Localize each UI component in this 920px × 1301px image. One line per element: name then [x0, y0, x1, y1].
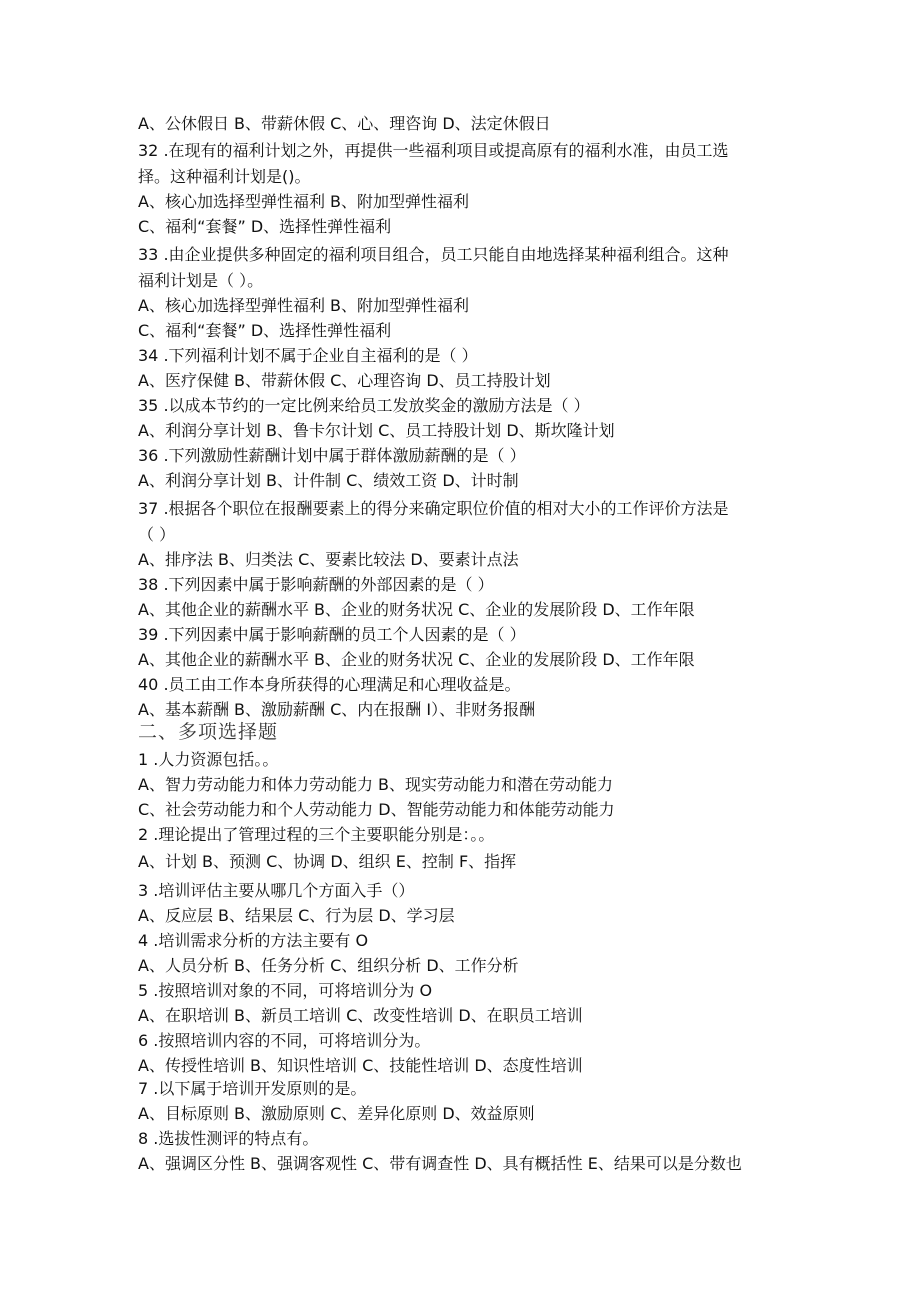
question-8: 8 .选拔性测评的特点有。 — [138, 1129, 319, 1148]
text-line: （ ） — [138, 525, 176, 544]
question-6: 6 .按照培训内容的不同，可将培训分为。 — [138, 1031, 431, 1050]
text-line: A、智力劳动能力和体力劳动能力 B、现实劳动能力和潜在劳动能力 — [138, 775, 614, 794]
question-37: 37 .根据各个职位在报酬要素上的得分来确定职位价值的相对大小的工作评价方法是 — [138, 499, 729, 518]
text-line: A、排序法 B、归类法 C、要素比较法 D、要素计点法 — [138, 550, 519, 569]
text-line: C、社会劳动能力和个人劳动能力 D、智能劳动能力和体能劳动能力 — [138, 800, 615, 819]
question-36: 36 .下列激励性薪酬计划中属于群体激励薪酬的是（ ） — [138, 446, 526, 465]
section-title: 二、多项选择题 — [138, 721, 279, 743]
question-40: 40 .员工由工作本身所获得的心理满足和心理收益是。 — [138, 675, 521, 694]
text-line: A、基本薪酬 B、激励薪酬 C、内在报酬 I）、非财务报酬 — [138, 700, 536, 719]
text-line: A、在职培训 B、新员工培训 C、改变性培训 D、在职员工培训 — [138, 1006, 583, 1025]
question-4: 4 .培训需求分析的方法主要有 O — [138, 931, 369, 950]
text-line: A、利润分享计划 B、计件制 C、绩效工资 D、计时制 — [138, 471, 519, 490]
text-line: C、福利“套餐” D、选择性弹性福利 — [138, 321, 392, 340]
text-line: A、医疗保健 B、带薪休假 C、心理咨询 D、员工持股计划 — [138, 371, 551, 390]
question-34: 34 .下列福利计划不属于企业自主福利的是（ ） — [138, 346, 478, 365]
text-line: A、利润分享计划 B、鲁卡尔计划 C、员工持股计划 D、斯坎隆计划 — [138, 421, 615, 440]
question-39: 39 .下列因素中属于影响薪酬的员工个人因素的是（ ） — [138, 625, 526, 644]
question-32: 32 .在现有的福利计划之外，再提供一些福利项目或提高原有的福利水准，由员工选 — [138, 141, 729, 160]
question-7: 7 .以下属于培训开发原则的是。 — [138, 1079, 367, 1098]
question-2: 2 .理论提出了管理过程的三个主要职能分别是：。。 — [138, 825, 495, 844]
question-35: 35 .以成本节约的一定比例来给员工发放奖金的激励方法是（ ） — [138, 396, 590, 415]
text-line: A、公休假日 B、带薪休假 C、心、理咨询 D、法定休假日 — [138, 114, 551, 133]
text-line: A、目标原则 B、激励原则 C、差异化原则 D、效益原则 — [138, 1104, 535, 1123]
text-line: A、其他企业的薪酬水平 B、企业的财务状况 C、企业的发展阶段 D、工作年限 — [138, 650, 695, 669]
text-line: A、传授性培训 B、知识性培训 C、技能性培训 D、态度性培训 — [138, 1056, 583, 1075]
text-line: A、其他企业的薪酬水平 B、企业的财务状况 C、企业的发展阶段 D、工作年限 — [138, 600, 695, 619]
text-line: A、反应层 B、结果层 C、行为层 D、学习层 — [138, 906, 455, 925]
question-38: 38 .下列因素中属于影响薪酬的外部因素的是（ ） — [138, 575, 494, 594]
text-line: A、人员分析 B、任务分析 C、组织分析 D、工作分析 — [138, 956, 519, 975]
question-1: 1 .人力资源包括。。 — [138, 750, 279, 769]
question-5: 5 .按照培训对象的不同，可将培训分为 O — [138, 981, 433, 1000]
text-line: C、福利“套餐” D、选择性弹性福利 — [138, 217, 392, 236]
text-line: A、计划 B、预测 C、协调 D、组织 E、控制 F、指挥 — [138, 852, 517, 871]
question-3: 3 .培训评估主要从哪几个方面入手（） — [138, 881, 415, 900]
text-line: A、强调区分性 B、强调客观性 C、带有调查性 D、具有概括性 E、结果可以是分数也 — [138, 1154, 742, 1173]
question-33: 33 .由企业提供多种固定的福利项目组合，员工只能自由地选择某种福利组合。这种 — [138, 245, 729, 264]
text-line: A、核心加选择型弹性福利 B、附加型弹性福利 — [138, 192, 470, 211]
text-line: 择。这种福利计划是()。 — [138, 167, 311, 186]
text-line: 福利计划是（ ）。 — [138, 271, 264, 290]
text-line: A、核心加选择型弹性福利 B、附加型弹性福利 — [138, 296, 470, 315]
